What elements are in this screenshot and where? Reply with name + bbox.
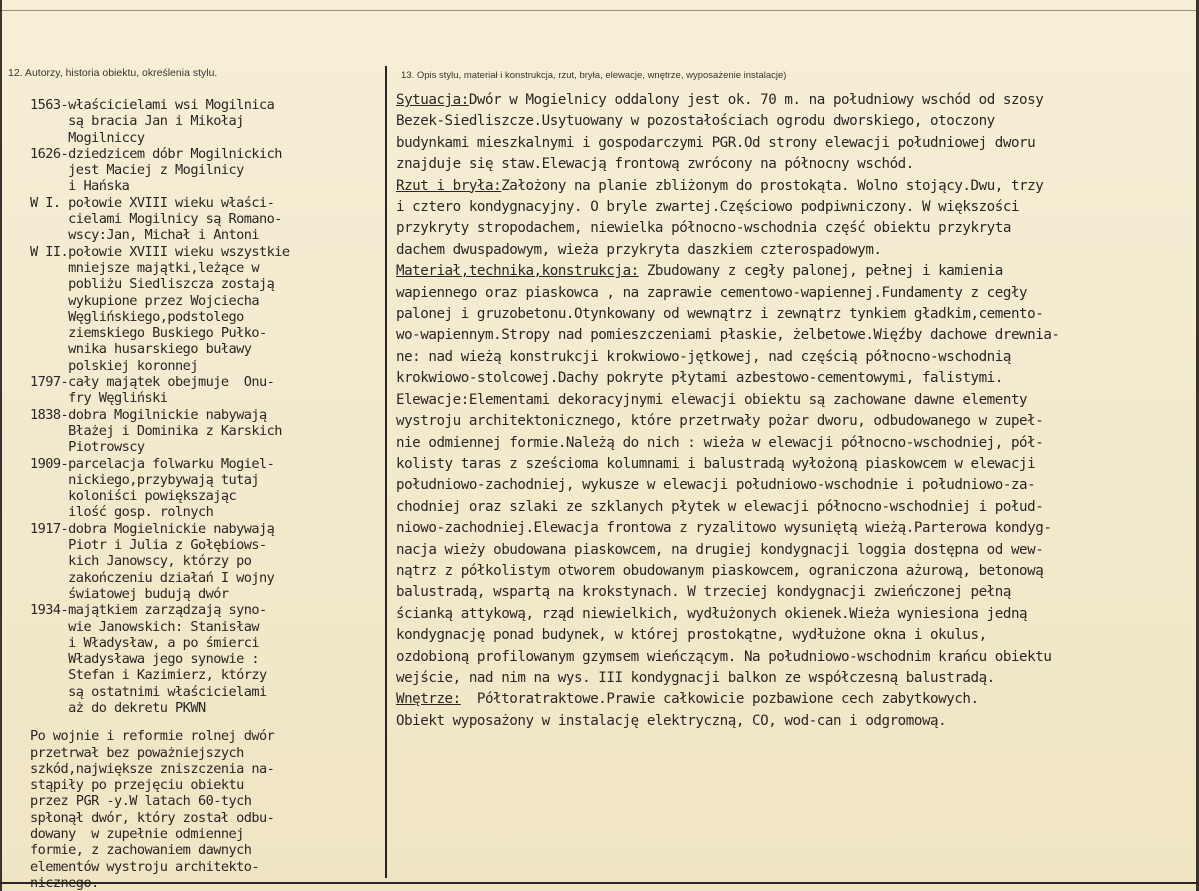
description-text: Półtoratraktowe.Prawie całkowicie pozbawione cech zabytkowych. [460,691,979,708]
history-entry [30,407,382,456]
history-entry-line: ziemskiego Buskiego Pułko- [30,325,267,342]
description-text: dachem dwuspadowym, wieża przykryta daszkiem czterospadowym. [396,241,882,258]
top-border-line [0,10,1199,11]
history-entry-line: 1838-dobra Mogilnickie nabywają [30,406,267,423]
history-column [30,97,382,891]
description-line [396,625,1196,646]
history-entry [30,195,382,244]
description-line [396,582,1196,603]
description-line [396,304,1196,325]
section-12-header: 12. Autorzy, historia obiektu, określenia stylu. [8,67,218,79]
history-entry-line: 1563-właścicielami wsi Mogilnica [30,97,275,113]
description-line [396,668,1196,689]
history-entry-line: Władysława jego synowie : [30,651,260,668]
description-line [396,218,1196,239]
description-text: krokwiowo-stolcowej.Dachy pokryte płytami azbestowo-cementowymi, falistymi. [396,370,1003,387]
description-line [396,411,1196,432]
description-line [396,390,1196,411]
description-line [396,261,1196,282]
postwar-line: dowany w zupełnie odmiennej [30,826,244,843]
description-line [396,90,1196,111]
description-text: wejście, nad nim na wys. III kondygnacji balkon ze współczesną balustradą. [396,669,995,686]
description-text: nie odmiennej formie.Należą do nich : wieża w elewacji północno-wschodniej, pół- [396,434,1044,451]
description-line [396,604,1196,625]
description-text: Założony na planie zbliżonym do prostokąta. Wolno stojący.Dwu, trzy [501,177,1044,194]
description-text: przykryty stropodachem, niewielka północno-wschodnia część obiektu przykryta [396,220,1011,237]
history-entry [30,244,382,374]
description-line [396,711,1196,732]
history-entry-line: wscy:Jan, Michał i Antoni [30,227,260,244]
history-entry-line: fry Węgliński [30,390,168,407]
section-label: Rzut i bryła: [396,177,502,194]
description-line [396,540,1196,561]
description-line [396,154,1196,175]
history-entry-line: wykupione przez Wojciecha [30,292,260,309]
history-entry-line: 1797-cały majątek obejmuje Onu- [30,374,275,391]
description-text: wo-wapiennym.Stropy nad pomieszczeniami płaskie, żelbetowe.Więźby dachowe drewnia- [396,327,1060,344]
description-line [396,454,1196,475]
history-entry-line: nickiego,przybywają tutaj [30,471,260,488]
history-entry-line: koloniści powiększając [30,488,237,505]
history-entry-line: Piotr i Julia z Gołębiows- [30,537,267,554]
description-text: ne: nad wieżą konstrukcji krokwiowo-jętkowej, nad częścią północno-wschodnią [396,348,1011,365]
history-entry-line: Błażej i Dominika z Karskich [30,422,282,439]
description-text: Zbudowany z cegły palonej, pełnej i kamienia [638,263,1003,280]
description-text: nacja wieży obudowana piaskowcem, na drugiej kondygnacji loggia dostępna od wew- [396,541,1044,558]
description-text: Dwór w Mogielnicy oddalony jest ok. 70 m. na południowy wschód od szosy [468,92,1044,108]
description-line [396,176,1196,197]
section-label: Materiał,technika,konstrukcja: [396,263,639,280]
history-entry-line: Stefan i Kazimierz, którzy [30,667,267,684]
history-entry-line: Piotrowscy [30,439,145,456]
history-entry-line: polskiej koronnej [30,357,198,374]
history-entry [30,456,382,521]
column-divider [385,66,387,878]
history-entry-line: Mogilniccy [30,129,145,146]
left-border-line [0,0,2,891]
description-text: i cztero kondygnacyjny. O bryle zwartej.Częściowo podpiwniczony. W większości [396,199,1020,216]
history-entry-line: pobliżu Siedliszcza zostają [30,276,275,293]
description-text: kolisty taras z sześcioma kolumnami i balustradą wyłożoną piaskowcem w elewacji [396,455,1036,472]
description-line [396,561,1196,582]
history-entry-line: mniejsze majątki,leżące w [30,259,260,276]
history-entry-line: W II.połowie XVIII wieku wszystkie [30,243,290,260]
description-line [396,283,1196,304]
description-line [396,240,1196,261]
postwar-line: elementów wystroju architekto- [30,858,260,875]
description-text: balustradą, wspartą na krokstynach. W trzeciej kondygnacji zwieńczonej pełną [396,584,1011,601]
description-text: południowo-zachodniej, wykusze w elewacji południowo-wschodnie i południowo-za- [396,477,1036,494]
description-line [396,475,1196,496]
description-column [396,90,1196,732]
description-line [396,433,1196,454]
description-text: chodniej oraz szlaki ze szklanych płytek w elewacji północno-wschodniej i połud- [396,498,1044,515]
history-entry [30,521,382,602]
description-line [396,197,1196,218]
description-text: ścianką attykową, rząd niewielkich, wydłużonych okienek.Wieża wyniesiona jedną [396,605,1028,622]
postwar-line: nicznego. [30,874,99,891]
description-line [396,647,1196,668]
history-entry-line: i Hańska [30,178,130,195]
description-text: ozdobioną profilowanym gzymsem wieńczącym. Na południowo-wschodnim krańcu obiektu [396,648,1052,665]
section-label: Wnętrze: [396,691,461,708]
description-text: niowo-zachodniej.Elewacja frontowa z ryzalitowo wysuniętą wieżą.Parterowa kondyg- [396,520,1052,537]
postwar-line: stąpiły po przejęciu obiektu [30,777,244,794]
history-entry-line: 1909-parcelacja folwarku Mogiel- [30,455,275,472]
history-entry-line: cielami Mogilnicy są Romano- [30,211,282,228]
history-entry-line: 1934-majątkiem zarządzają syno- [30,602,267,619]
history-entry [30,97,382,146]
history-entry-line: i Władysław, a po śmierci [30,634,260,651]
description-line [396,347,1196,368]
description-line [396,111,1196,132]
description-text: budynkami mieszkalnymi i gospodarczymi PGR.Od strony elewacji południowej dworu [396,134,1036,151]
postwar-line: przetrwał bez poważniejszych [30,744,244,761]
history-entry-line: wie Janowskich: Stanisław [30,618,260,635]
history-entry-line: 1626-dziedzicem dóbr Mogilnickich [30,145,282,162]
history-entry-line: aż do dekretu PKWN [30,699,206,716]
description-text: Elewacje:Elementami dekoracyjnymi elewacji obiektu są zachowane dawne elementy [396,391,1028,408]
postwar-line: spłonął dwór, który został odbu- [30,809,275,826]
description-text: kondygnację ponad budynek, w której prostokątne, wydłużone okna i okulus, [396,627,987,644]
history-entry-line: Węglińskiego,podstolego [30,308,244,325]
history-entry-line: wnika husarskiego buławy [30,341,252,358]
description-line [396,133,1196,154]
section-label: Sytuacja: [396,92,469,108]
history-entry-line: W I. połowie XVIII wieku właści- [30,194,275,211]
history-entry-line: zakończeniu działań I wojny [30,569,275,586]
description-text: wystroju architektonicznego, które przetrwały pożar dworu, odbudowanego w zupeł- [396,413,1044,430]
postwar-line: szkód,największe zniszczenia na- [30,760,275,777]
history-entry-line: jest Maciej z Mogilnicy [30,162,244,179]
description-line [396,368,1196,389]
postwar-paragraph [30,728,382,891]
postwar-line: formie, z zachowaniem dawnych [30,842,252,859]
history-entry [30,146,382,195]
postwar-line: Po wojnie i reformie rolnej dwór [30,728,275,745]
description-text: palonej i gruzobetonu.Otynkowany od wewnątrz i zewnątrz tynkiem gładkim,cemento- [396,306,1044,323]
history-entry-line: światowej budują dwór [30,585,229,602]
history-entry-line: 1917-dobra Mogielnickie nabywają [30,520,275,537]
section-13-header: 13. Opis stylu, materiał i konstrukcja, rzut, bryła, elewacje, wnętrze, wyposażenie instalacje) [401,70,787,81]
history-entry [30,602,382,716]
description-text: Obiekt wyposażony w instalację elektryczną, CO, wod-can i odgromową. [396,712,947,729]
history-entry-line: ilość gosp. rolnych [30,504,214,521]
description-line [396,325,1196,346]
description-text: wapiennego oraz piaskowca , na zaprawie cementowo-wapiennej.Fundamenty z cegły [396,284,1028,301]
description-text: znajduje się staw.Elewacją frontową zwrócony na północny wschód. [396,156,914,173]
postwar-line: przez PGR -y.W latach 60-tych [30,793,252,810]
history-entry-line: są bracia Jan i Mikołaj [30,113,244,130]
description-line [396,497,1196,518]
history-entry [30,374,382,407]
history-entry-line: kich Janowscy, którzy po [30,553,252,570]
description-line [396,689,1196,710]
history-entry-line: są ostatnimi właścicielami [30,683,267,700]
description-text: nątrz z półkolistym otworem obudowanym piaskowcem, ograniczona ażurową, betonową [396,562,1044,579]
description-line [396,518,1196,539]
description-text: Bezek-Siedliszcze.Usytuowany w pozostałościach ogrodu dworskiego, otoczony [396,113,995,130]
